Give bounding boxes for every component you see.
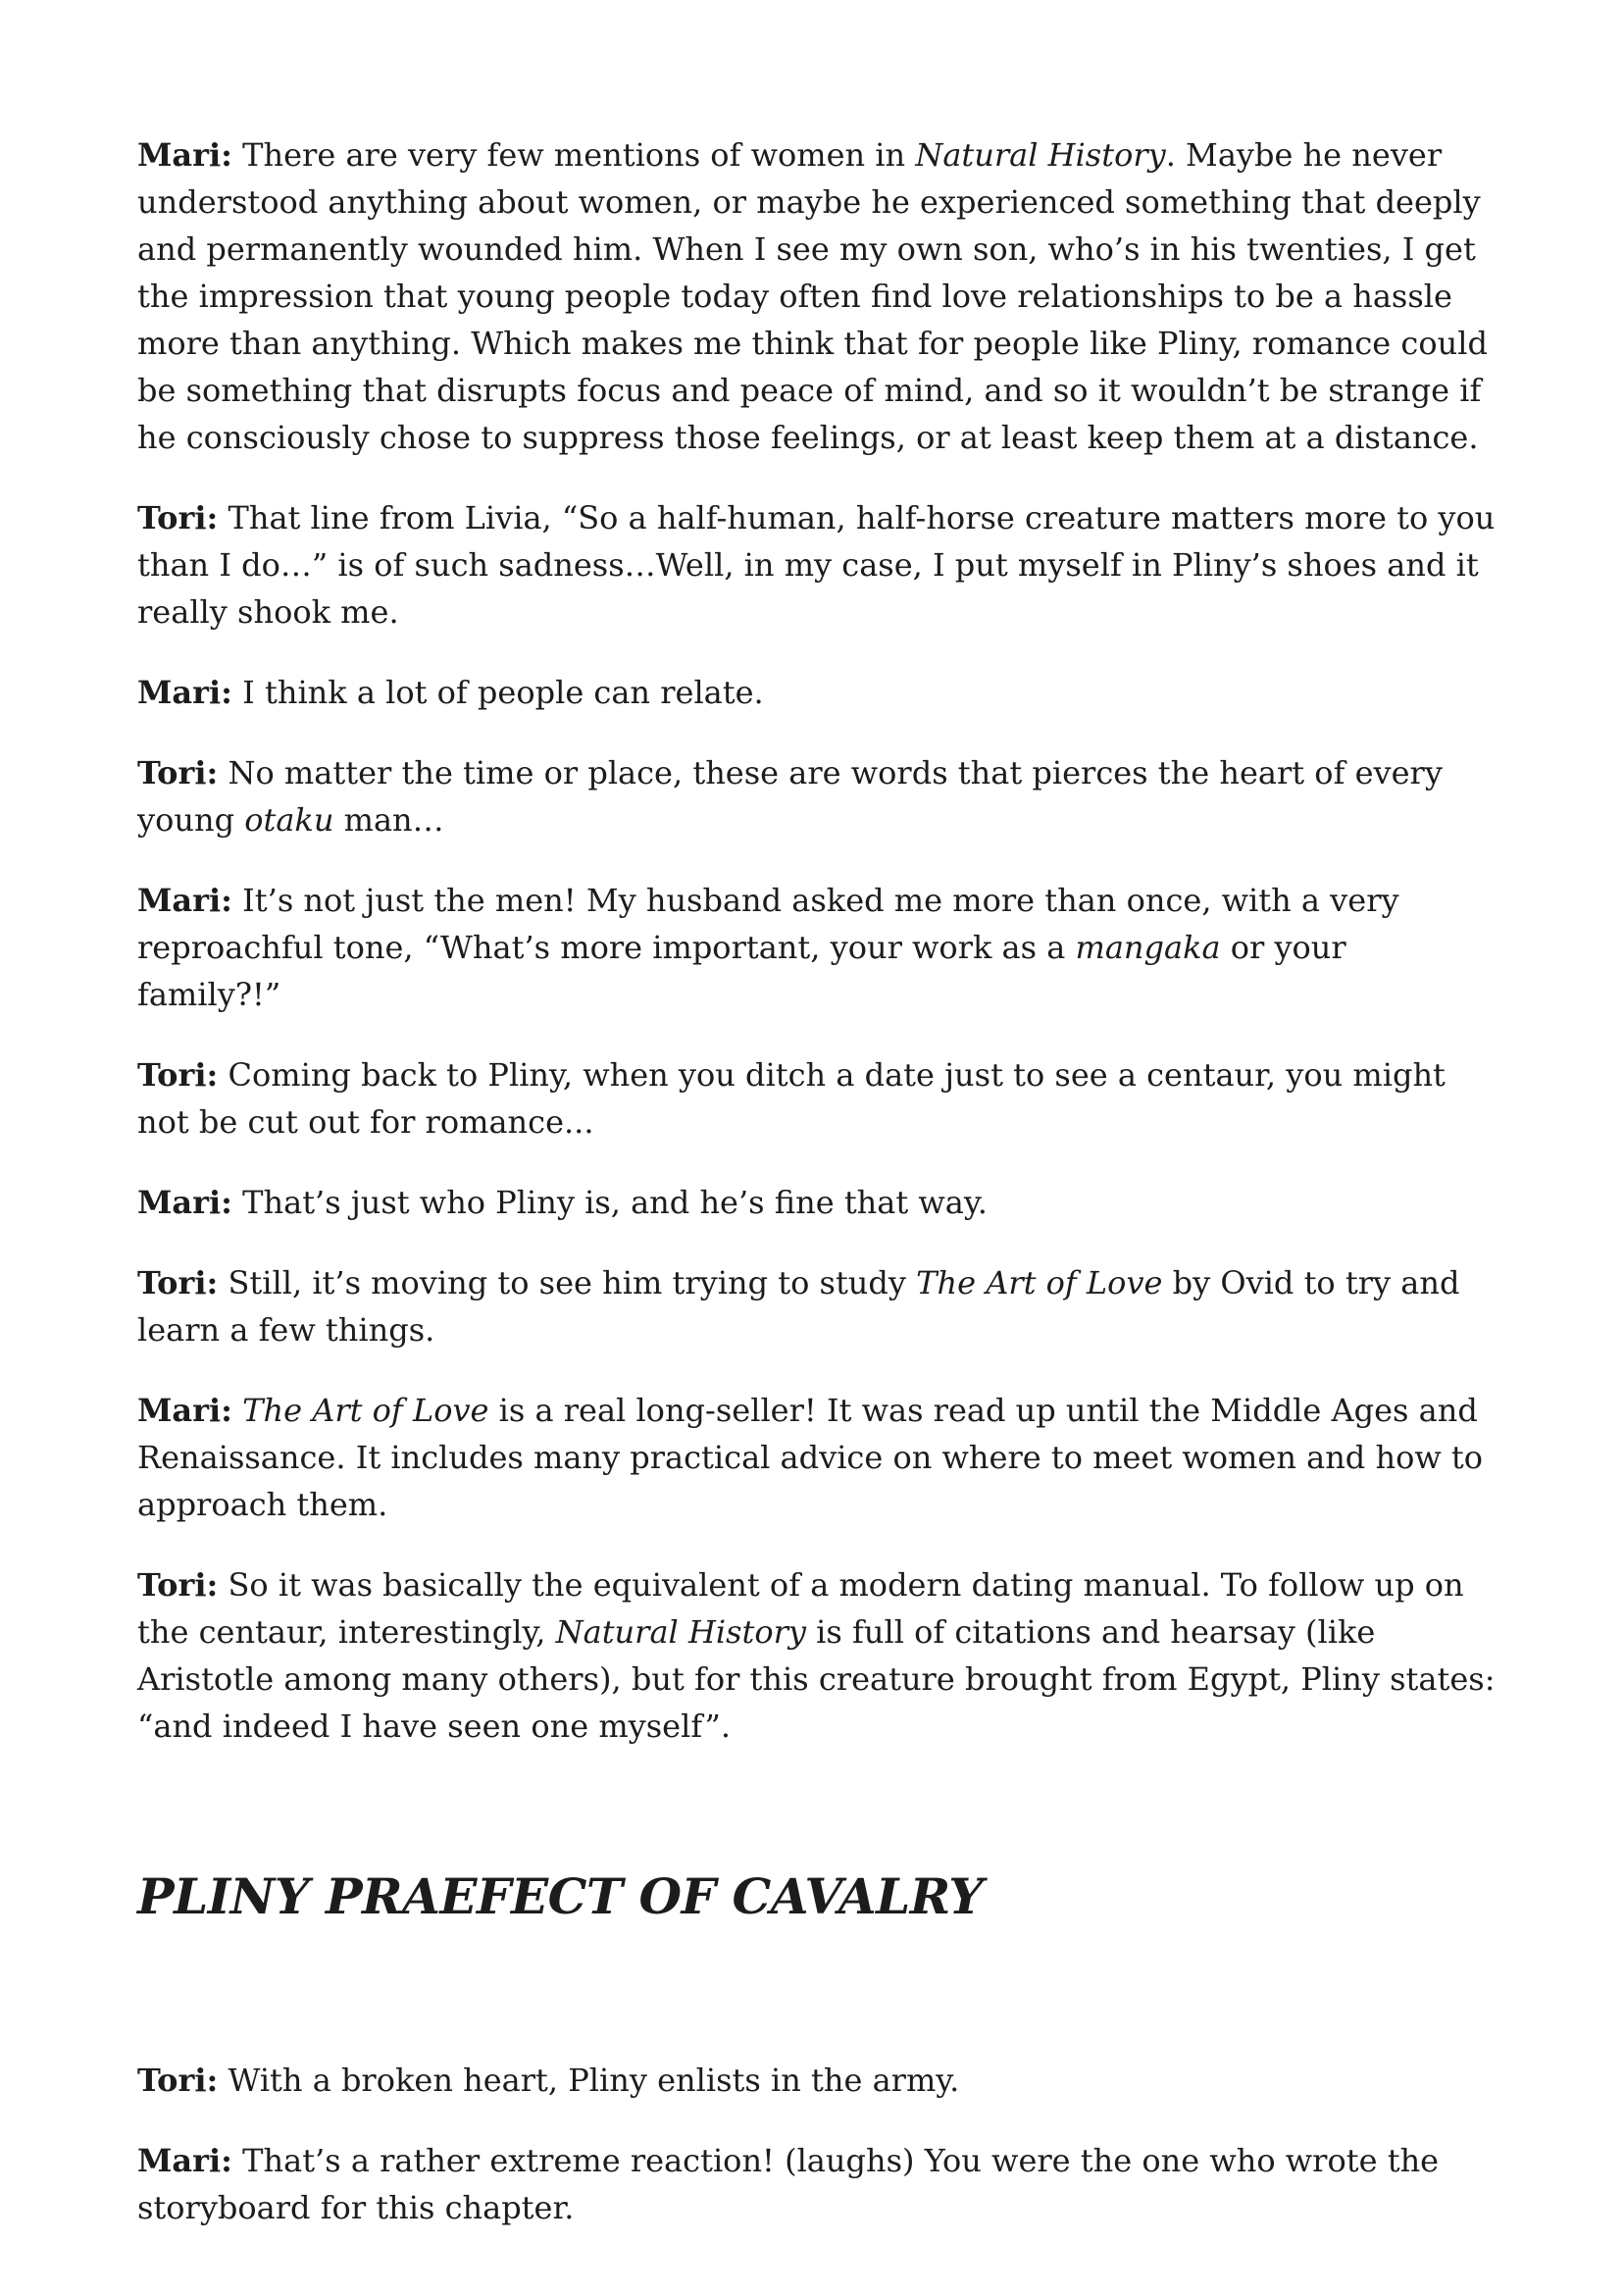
paragraph-text: There are very few mentions of women in	[231, 136, 916, 174]
paragraph-text: I think a lot of people can relate.	[231, 674, 764, 711]
dialogue-block-b	[137, 2057, 1497, 2231]
speaker-label: Mari:	[137, 882, 232, 919]
dialogue-block-a	[137, 131, 1497, 1750]
speaker-label: Tori:	[137, 754, 219, 791]
dialogue-paragraph	[137, 749, 1497, 843]
speaker-label: Tori:	[137, 2062, 219, 2099]
paragraph-text: . Maybe he never understood anything about women, or maybe he experienced something that deeply and permanently wounded him. When I see my own son, who’s in his twenties, I get the impression that young people today often find love relationships to be a hassle more than anything. Which makes me think that for people like Pliny, romance could be something that disrupts focus and peace of mind, and so it wouldn’t be strange if he consciously chose to suppress those feelings, or at least keep them at a distance.	[137, 136, 1488, 456]
paragraph-text: With a broken heart, Pliny enlists in the army.	[218, 2062, 960, 2099]
paragraph-text: That’s just who Pliny is, and he’s fine that way.	[231, 1184, 988, 1221]
paragraph-text: Still, it’s moving to see him trying to study	[218, 1264, 917, 1301]
speaker-label: Tori:	[137, 1566, 219, 1604]
section-heading: PLINY PRAEFECT OF CAVALRY	[137, 1867, 984, 1925]
dialogue-paragraph	[137, 1179, 1497, 1226]
paragraph-text: So it was basically the equivalent of a modern dating manual. To follow up on the centaur, interestingly,	[137, 1566, 1464, 1651]
dialogue-paragraph	[137, 2137, 1497, 2231]
speaker-label: Mari:	[137, 674, 232, 711]
dialogue-paragraph	[137, 2057, 1497, 2104]
paragraph-text: is full of citations and hearsay (like Aristotle among many others), but for this creature brought from Egypt, Pliny states: “and indeed I have seen one myself”.	[137, 1613, 1496, 1745]
dialogue-paragraph	[137, 1051, 1497, 1146]
paragraph-text	[232, 1392, 242, 1429]
speaker-label: Mari:	[137, 1184, 232, 1221]
dialogue-paragraph	[137, 1387, 1497, 1528]
speaker-label: Tori:	[137, 499, 219, 536]
paragraph-text: That’s a rather extreme reaction! (laughs) You were the one who wrote the storyboard for this chapter.	[137, 2142, 1440, 2226]
paragraph-text: No matter the time or place, these are words that pierces the heart of every young	[137, 754, 1443, 839]
speaker-label: Mari:	[137, 1392, 232, 1429]
paragraph-text: or your family?!”	[137, 929, 1346, 1013]
italic-title: mangaka	[1075, 929, 1221, 966]
speaker-label: Tori:	[137, 1056, 219, 1094]
dialogue-paragraph	[137, 494, 1497, 636]
dialogue-paragraph	[137, 131, 1497, 461]
italic-title: The Art of Love	[916, 1264, 1163, 1301]
paragraph-text: by Ovid to try and learn a few things.	[137, 1264, 1460, 1349]
paragraph-text: man…	[333, 801, 444, 839]
speaker-label: Mari:	[137, 2142, 232, 2179]
dialogue-paragraph	[137, 669, 1497, 716]
speaker-label: Tori:	[137, 1264, 219, 1301]
paragraph-text: is a real long-seller! It was read up until the Middle Ages and Renaissance. It includes many practical advice on where to meet women and how to approach them.	[137, 1392, 1484, 1523]
paragraph-text: It’s not just the men! My husband asked me more than once, with a very reproachful tone, “What’s more important, your work as a	[137, 882, 1399, 966]
italic-title: The Art of Love	[242, 1392, 489, 1429]
italic-title: Natural History	[555, 1613, 806, 1651]
italic-title: Natural History	[915, 136, 1166, 174]
dialogue-paragraph	[137, 877, 1497, 1018]
paragraph-text: That line from Livia, “So a half-human, half-horse creature matters more to you than I do…” is of such sadness…Well, in my case, I put myself in Pliny’s shoes and it really shook me.	[137, 499, 1496, 631]
dialogue-paragraph	[137, 1561, 1497, 1750]
dialogue-paragraph	[137, 1259, 1497, 1353]
paragraph-text: Coming back to Pliny, when you ditch a date just to see a centaur, you might not be cut out for romance...	[137, 1056, 1446, 1141]
speaker-label: Mari:	[137, 136, 232, 174]
italic-title: otaku	[244, 801, 334, 839]
